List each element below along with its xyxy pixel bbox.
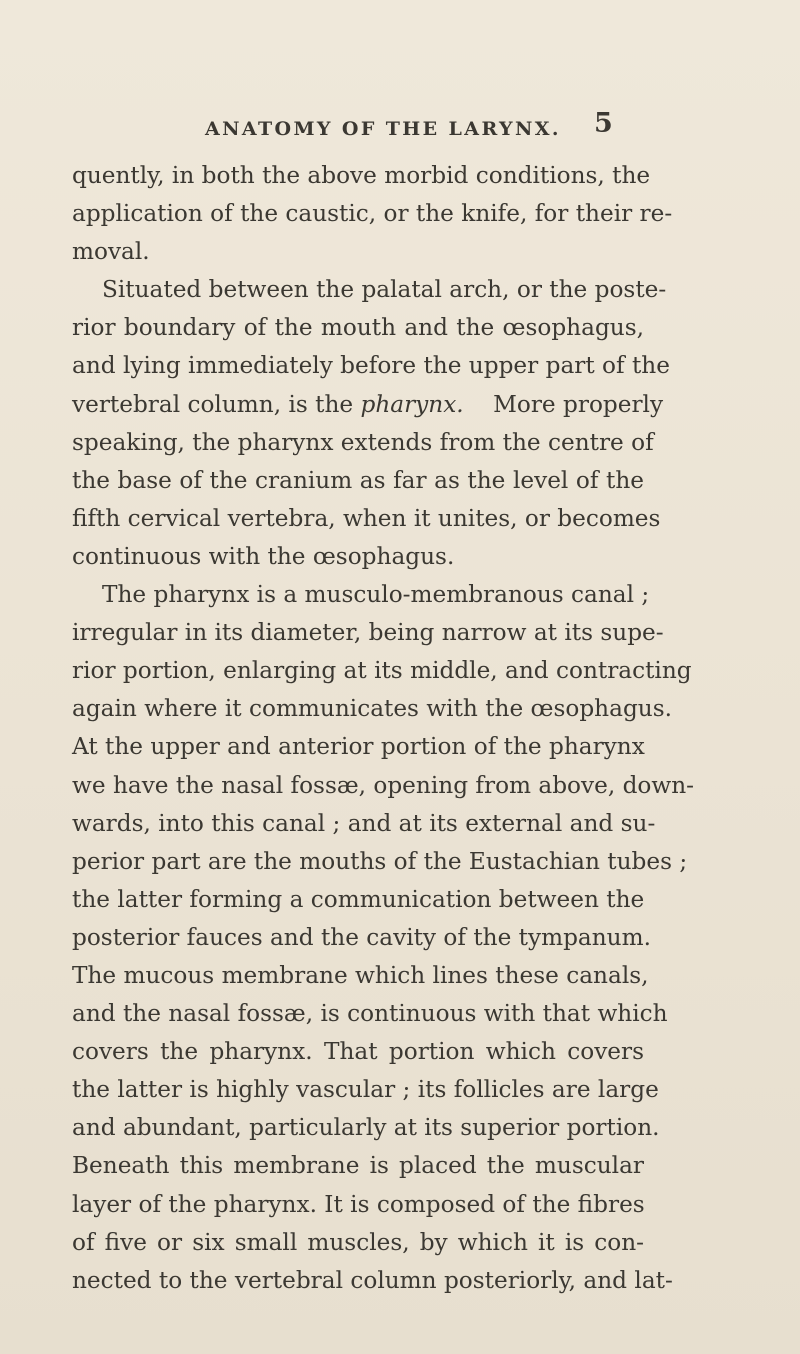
text-segment: vertebral column, is the bbox=[72, 390, 354, 418]
text-line: and the nasal fossæ, is continuous with that which bbox=[72, 1000, 668, 1028]
text-line: wards, into this canal ; and at its external and su- bbox=[72, 809, 656, 837]
text-line: the base of the cranium as far as the level of the bbox=[72, 466, 644, 494]
text-line: The mucous membrane which lines these canals, bbox=[72, 961, 649, 989]
text-line: we have the nasal fossæ, opening from above, down- bbox=[72, 771, 694, 799]
text-line: perior part are the mouths of the Eustachian tubes ; bbox=[72, 847, 688, 875]
text-segment: More properly bbox=[493, 390, 664, 418]
text-line: the latter forming a communication between the bbox=[72, 885, 645, 913]
text-line: and abundant, particularly at its superior portion. bbox=[72, 1114, 660, 1142]
text-line: rior portion, enlarging at its middle, and contracting bbox=[72, 657, 692, 685]
text-line: layer of the pharynx. It is composed of the fibres bbox=[72, 1190, 645, 1218]
text-line: posterior fauces and the cavity of the tympanum. bbox=[72, 923, 651, 951]
text-line: moval. bbox=[72, 238, 150, 266]
text-line: continuous with the œsophagus. bbox=[72, 542, 455, 570]
paragraph-start-line: The pharynx is a musculo-membranous canal ; bbox=[102, 581, 650, 609]
text-line: and lying immediately before the upper part of the bbox=[72, 352, 670, 380]
text-line: speaking, the pharynx extends from the centre of bbox=[72, 428, 654, 456]
body-text bbox=[72, 157, 694, 1300]
text-line: the latter is highly vascular ; its follicles are large bbox=[72, 1076, 659, 1104]
text-line: fifth cervical vertebra, when it unites, or becomes bbox=[72, 504, 661, 532]
text-line: irregular in its diameter, being narrow at its supe- bbox=[72, 619, 664, 647]
paragraph-start-line: Situated between the palatal arch, or the poste- bbox=[102, 276, 667, 304]
text-line bbox=[72, 386, 664, 424]
text-line: At the upper and anterior portion of the pharynx bbox=[72, 733, 645, 761]
italic-term: pharynx. bbox=[360, 390, 464, 418]
text-line: again where it communicates with the œsophagus. bbox=[72, 695, 672, 723]
running-head-title: ANATOMY OF THE LARYNX. bbox=[205, 118, 561, 140]
text-line: rior boundary of the mouth and the œsophagus, bbox=[72, 314, 644, 342]
text-line: covers the pharynx. That portion which covers bbox=[72, 1038, 644, 1066]
text-line: quently, in both the above morbid conditions, the bbox=[72, 162, 651, 189]
page-number: 5 bbox=[594, 108, 613, 139]
text-line: nected to the vertebral column posteriorly, and lat- bbox=[72, 1266, 673, 1294]
text-line: of five or six small muscles, by which it is con- bbox=[72, 1228, 644, 1256]
text-line: application of the caustic, or the knife, for their re- bbox=[72, 200, 673, 228]
text-line: Beneath this membrane is placed the muscular bbox=[72, 1152, 644, 1180]
